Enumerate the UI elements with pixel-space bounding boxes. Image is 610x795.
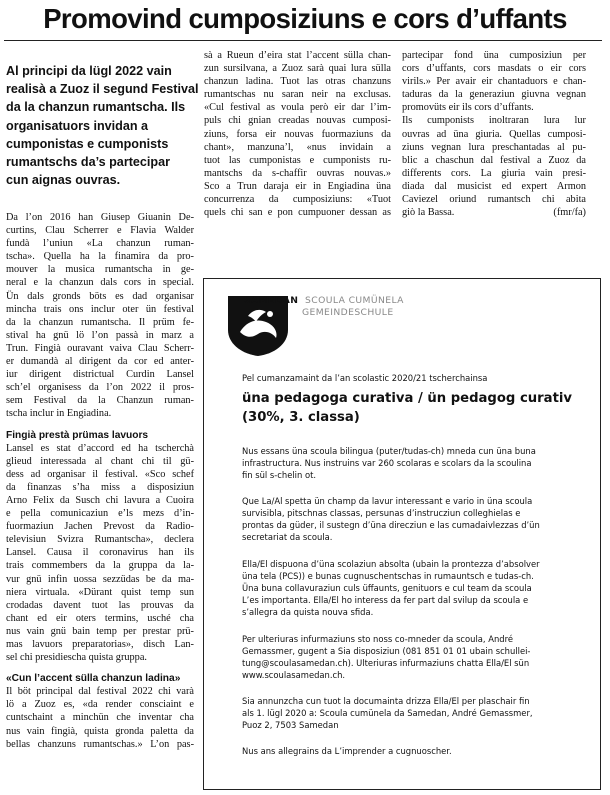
text-line: chant», manzuna’l, «nus invidain a <box>204 141 391 153</box>
lead-line: rumantschs da’s partecipar <box>6 155 171 170</box>
paragraph-organisation <box>6 442 194 665</box>
text-line: Sco a Trun daraja eir in Engiadina üna <box>204 180 391 192</box>
article-lead <box>6 62 199 189</box>
text-line: mouver la musica rumantscha in ge- <box>6 264 194 276</box>
text-line: taduras da la generaziun giuvna vegnan <box>402 89 586 101</box>
paragraph-goal <box>6 685 194 750</box>
ad-job-title <box>242 389 572 427</box>
school-place: SAMEDAN <box>244 295 299 306</box>
text-line: televisiun Svizra Rumantscha», declera <box>6 534 194 546</box>
ad-text-line: Gemassmer, gugent a Sia disposiziun (081 851 01 01 ubain schullei- <box>242 646 531 657</box>
ad-paragraph-contact <box>242 633 578 681</box>
text-line: quels chi san e pon cumpuoner dessan as <box>204 207 391 219</box>
text-line: zun sursilvana, a Zuoz sarà quai lura sülla <box>204 63 391 75</box>
text-line: curtins, Clau Scherrer e Flavia Walder <box>6 225 194 237</box>
paragraph-competition <box>204 49 391 219</box>
article-column-3 <box>402 49 586 219</box>
text-line: Ils cumponists inoltraran lura lur <box>402 115 586 127</box>
text-line: ziuns, forsa eir nouvas fuormaziuns da <box>204 128 391 140</box>
ad-text-line: Puoz 2, 7503 Samedan <box>242 720 339 731</box>
text-line: diada dal musicist ed expert Armon <box>402 180 586 192</box>
text-line: Il böt principal dal festival 2022 chi varà <box>6 686 194 698</box>
text-line: fundà l’uniun «La chanzun ruman- <box>6 238 194 250</box>
text-line: mas lavuors preparatorias», disch Lan- <box>6 639 194 650</box>
text-line: rumantschas nu saran neir na exclusas. <box>204 89 391 101</box>
ad-text-line: Üna buna collavuraziun culs üffaunts, genituors e cul team da scoula <box>242 583 532 594</box>
lead-line: cumponistas e cumponists <box>6 136 169 151</box>
text-line: glieud interessada al chant chi til gü- <box>6 455 194 467</box>
ad-text-line: secretariat da scoula. <box>242 532 333 543</box>
subheading-accent: «Cun l’accent sülla chanzun ladina» <box>6 673 181 685</box>
ad-text-line: prontas da güder, il sustegn d’üna direcziun e las cumadaivlezzas d’ün <box>242 520 540 531</box>
text-line: cuntschaint a minchün che inventar cha <box>6 712 194 724</box>
ad-text-line: Nus essans üna scoula bilingua (puter/tudas-ch) mneda cun üna buna <box>242 446 536 456</box>
text-line: tscha inclur in Engiadina. <box>6 408 112 420</box>
text-line: sch’el organisess da l’on 2022 il pros- <box>6 382 194 394</box>
text-line: sel chi presidiescha quista gruppa. <box>6 652 147 664</box>
text-line: differents cors. La giuria vain presi- <box>402 167 586 179</box>
text-line: da la chanzun rumantscha. Il prüm fe- <box>6 316 194 328</box>
text-line: sem Festival da la Chanzun ruman- <box>6 395 194 407</box>
text-line: da finanzas s’ha miss a disposiziun <box>6 481 194 493</box>
author-signoff: (fmr/fa) <box>553 207 586 219</box>
school-name-german: GEMEINDESCHULE <box>302 307 394 318</box>
text-line: er dumandà al dirigent da cor ed anter- <box>6 356 194 368</box>
ad-closing <box>242 745 578 757</box>
ad-text-line: Sia annunzcha cun tuot la documainta drizza Ella/El per plaschair fin <box>242 696 530 706</box>
text-line: nus vain gnü bain temp per prestar prü- <box>6 625 194 637</box>
ad-text-line: L’es importanta. Ella/El ho interess da fer part dal svilup da scoula e <box>242 595 529 606</box>
school-name-block <box>244 295 404 319</box>
text-line: Ün dals gronds böts es dad organisar <box>6 290 194 302</box>
text-line: Da l’on 2016 han Giusep Giuanin De- <box>6 212 194 223</box>
text-line: stival ha gnü lö l’on passà in marz a <box>6 329 194 341</box>
subheading-first-work: Fingià prestà prümas lavuors <box>6 429 149 441</box>
lead-line: cun aignas ouvras. <box>6 173 121 188</box>
text-line: partecipar fond üna cumposiziun per <box>402 50 586 61</box>
text-line: virils.» Per avair eir chantaduors e chan- <box>402 76 586 88</box>
text-line: trais commembers da la gruppa da la- <box>6 560 194 572</box>
ad-text-line: www.scoulasamedan.ch. <box>242 670 346 681</box>
ad-text-line: als 1. lügl 2020 a: Scoula cumünela da Samedan, André Gemassmer, <box>242 708 533 719</box>
ad-text-line: Que La/Al spetta ün champ da lavur interessant e vario in üna scoula <box>242 496 533 506</box>
lead-line: da la chanzun rumantscha. Ils <box>6 100 186 115</box>
text-line: Caviezel oriund rumantsch chi abita <box>402 194 586 206</box>
text-line: blic a chaschun dal festival a Zuoz da <box>402 154 586 166</box>
text-line: e pella comunicaziun e’ls mezs d’in- <box>6 508 194 520</box>
text-line: dess ad organisar il festival. «Sco schef <box>6 468 194 480</box>
text-line: concurrenza da cumposiziuns: «Tuot <box>204 194 391 206</box>
article-column-1 <box>6 211 194 751</box>
job-advertisement <box>203 278 601 790</box>
ad-text-line: üna tela (PCS)) e bunas cugnuschentschas in rumauntsch e tudas-ch. <box>242 571 534 582</box>
school-name-romansh: SCOULA CUMÜNELA <box>305 295 404 306</box>
headline-rule <box>4 40 602 41</box>
ad-paragraph-requirements <box>242 558 578 618</box>
ad-text-line: tung@scoulasamedan.ch). Ulteriuras infurmaziuns chatta Ella/El sün <box>242 658 530 669</box>
paragraph-intro <box>6 211 194 421</box>
text-line: nus vain fingià, quista gronda paletta da <box>6 725 194 737</box>
text-line: tuot las cumponistas e cumponists ru- <box>204 154 391 166</box>
text-line: «Cul festival as voula però eir dar l’im- <box>204 102 391 114</box>
text-line: crodadas davent tuot las prouvas da <box>6 599 194 611</box>
ad-text-line: s’allegra da quista nouva sfida. <box>242 607 374 618</box>
ad-text-line: Per ulteriuras infurmaziuns sto noss co-mneder da scoula, André <box>242 634 514 644</box>
ad-text-line: fin sül s-chelin ot. <box>242 470 317 481</box>
ad-intro-line: Pel cumanzamaint da l’an scolastic 2020/21 tscherchainsa <box>242 373 488 383</box>
text-line: fuormaziun Jachen Prevost da Radio- <box>6 521 194 533</box>
lead-line: organisatuors invidan a <box>6 118 149 133</box>
ad-paragraph-school <box>242 445 578 481</box>
ad-text-line: Ella/El dispuona d’üna scolaziun absolta (ubain la prontezza d’absolver <box>242 559 540 569</box>
text-line: niera virtuala. «Dürant quist temp sun <box>6 586 194 598</box>
text-line: Lansel. Causa il coronavirus han ils <box>6 547 194 559</box>
article-column-2 <box>204 49 391 219</box>
lead-line: Al principi da lügl 2022 vain <box>6 64 172 78</box>
ad-text-line: survisibla, pitschnas classas, persunas d’instrucziun colleghielas e <box>242 508 521 519</box>
text-line: ouvras ad üna giuria. Quellas cumposi- <box>402 128 586 140</box>
lead-line: realisà a Zuoz il segund Festival <box>6 82 199 97</box>
ad-paragraph-application <box>242 695 578 731</box>
ad-text-line: infrastructura. Nus instruins var 260 scolaras e scolars da la scoulina <box>242 458 532 469</box>
text-line: promovüts eir ils cors d’uffants. <box>402 102 534 114</box>
text-line: neral e la chanzun dals cors in special. <box>6 277 194 289</box>
ad-paragraph-offer <box>242 495 578 543</box>
text-line: ziuns vegnan lura preschantadas al pu- <box>402 141 586 153</box>
text-line: vur gnü infin uossa sezzüdas be da ma- <box>6 573 194 585</box>
text-line: mantschs da s-chaffir ouvras nouvas.» <box>204 167 391 179</box>
text-line: mincha trais ons inclur oter ün festival <box>6 303 194 315</box>
job-title-line-1: üna pedagoga curativa / ün pedagog curativ <box>242 391 572 406</box>
paragraph-choirs <box>402 49 586 114</box>
text-line: Arno Felix da Susch chi lavura a Cuoira <box>6 494 194 506</box>
paragraph-jury <box>402 114 586 219</box>
text-line: giò la Bassa. (fmr/fa) <box>402 207 586 219</box>
text-line: Trun. Fingià ouravant vaiva Clau Scherr- <box>6 342 194 354</box>
text-line: iur dirigent districtual Curdin Lansel <box>6 369 194 381</box>
text-line: tscha». Quella ha la finamira da pro- <box>6 251 194 263</box>
text-line: puls chi gnian creadas nouvas cumposi- <box>204 115 391 127</box>
text-line: chanzun ladina. Tuot las otras chanzuns <box>204 76 391 88</box>
text-line: cors d’uffants, cors masdats o eir cors <box>402 63 586 75</box>
job-title-line-2: (30%, 3. classa) <box>242 410 360 425</box>
text-line: lö a Zuoz es, «da render consciaint e <box>6 699 194 711</box>
article-headline: Promovind cumposiziuns e cors d’uffants <box>43 3 567 34</box>
text-line: bellas chanzuns rumantschas.» L’on pas- <box>6 738 194 750</box>
text-line: Lansel es stat d’accord ed ha tscherchà <box>6 442 194 454</box>
text-line: sà a Rueun d’eira stat l’accent sülla chan- <box>204 50 391 61</box>
text-line: chant ed eir oters termins, usché cha <box>6 612 194 624</box>
ad-text-line: Nus ans allegrains da L’imprender a cugnuoscher. <box>242 746 452 756</box>
